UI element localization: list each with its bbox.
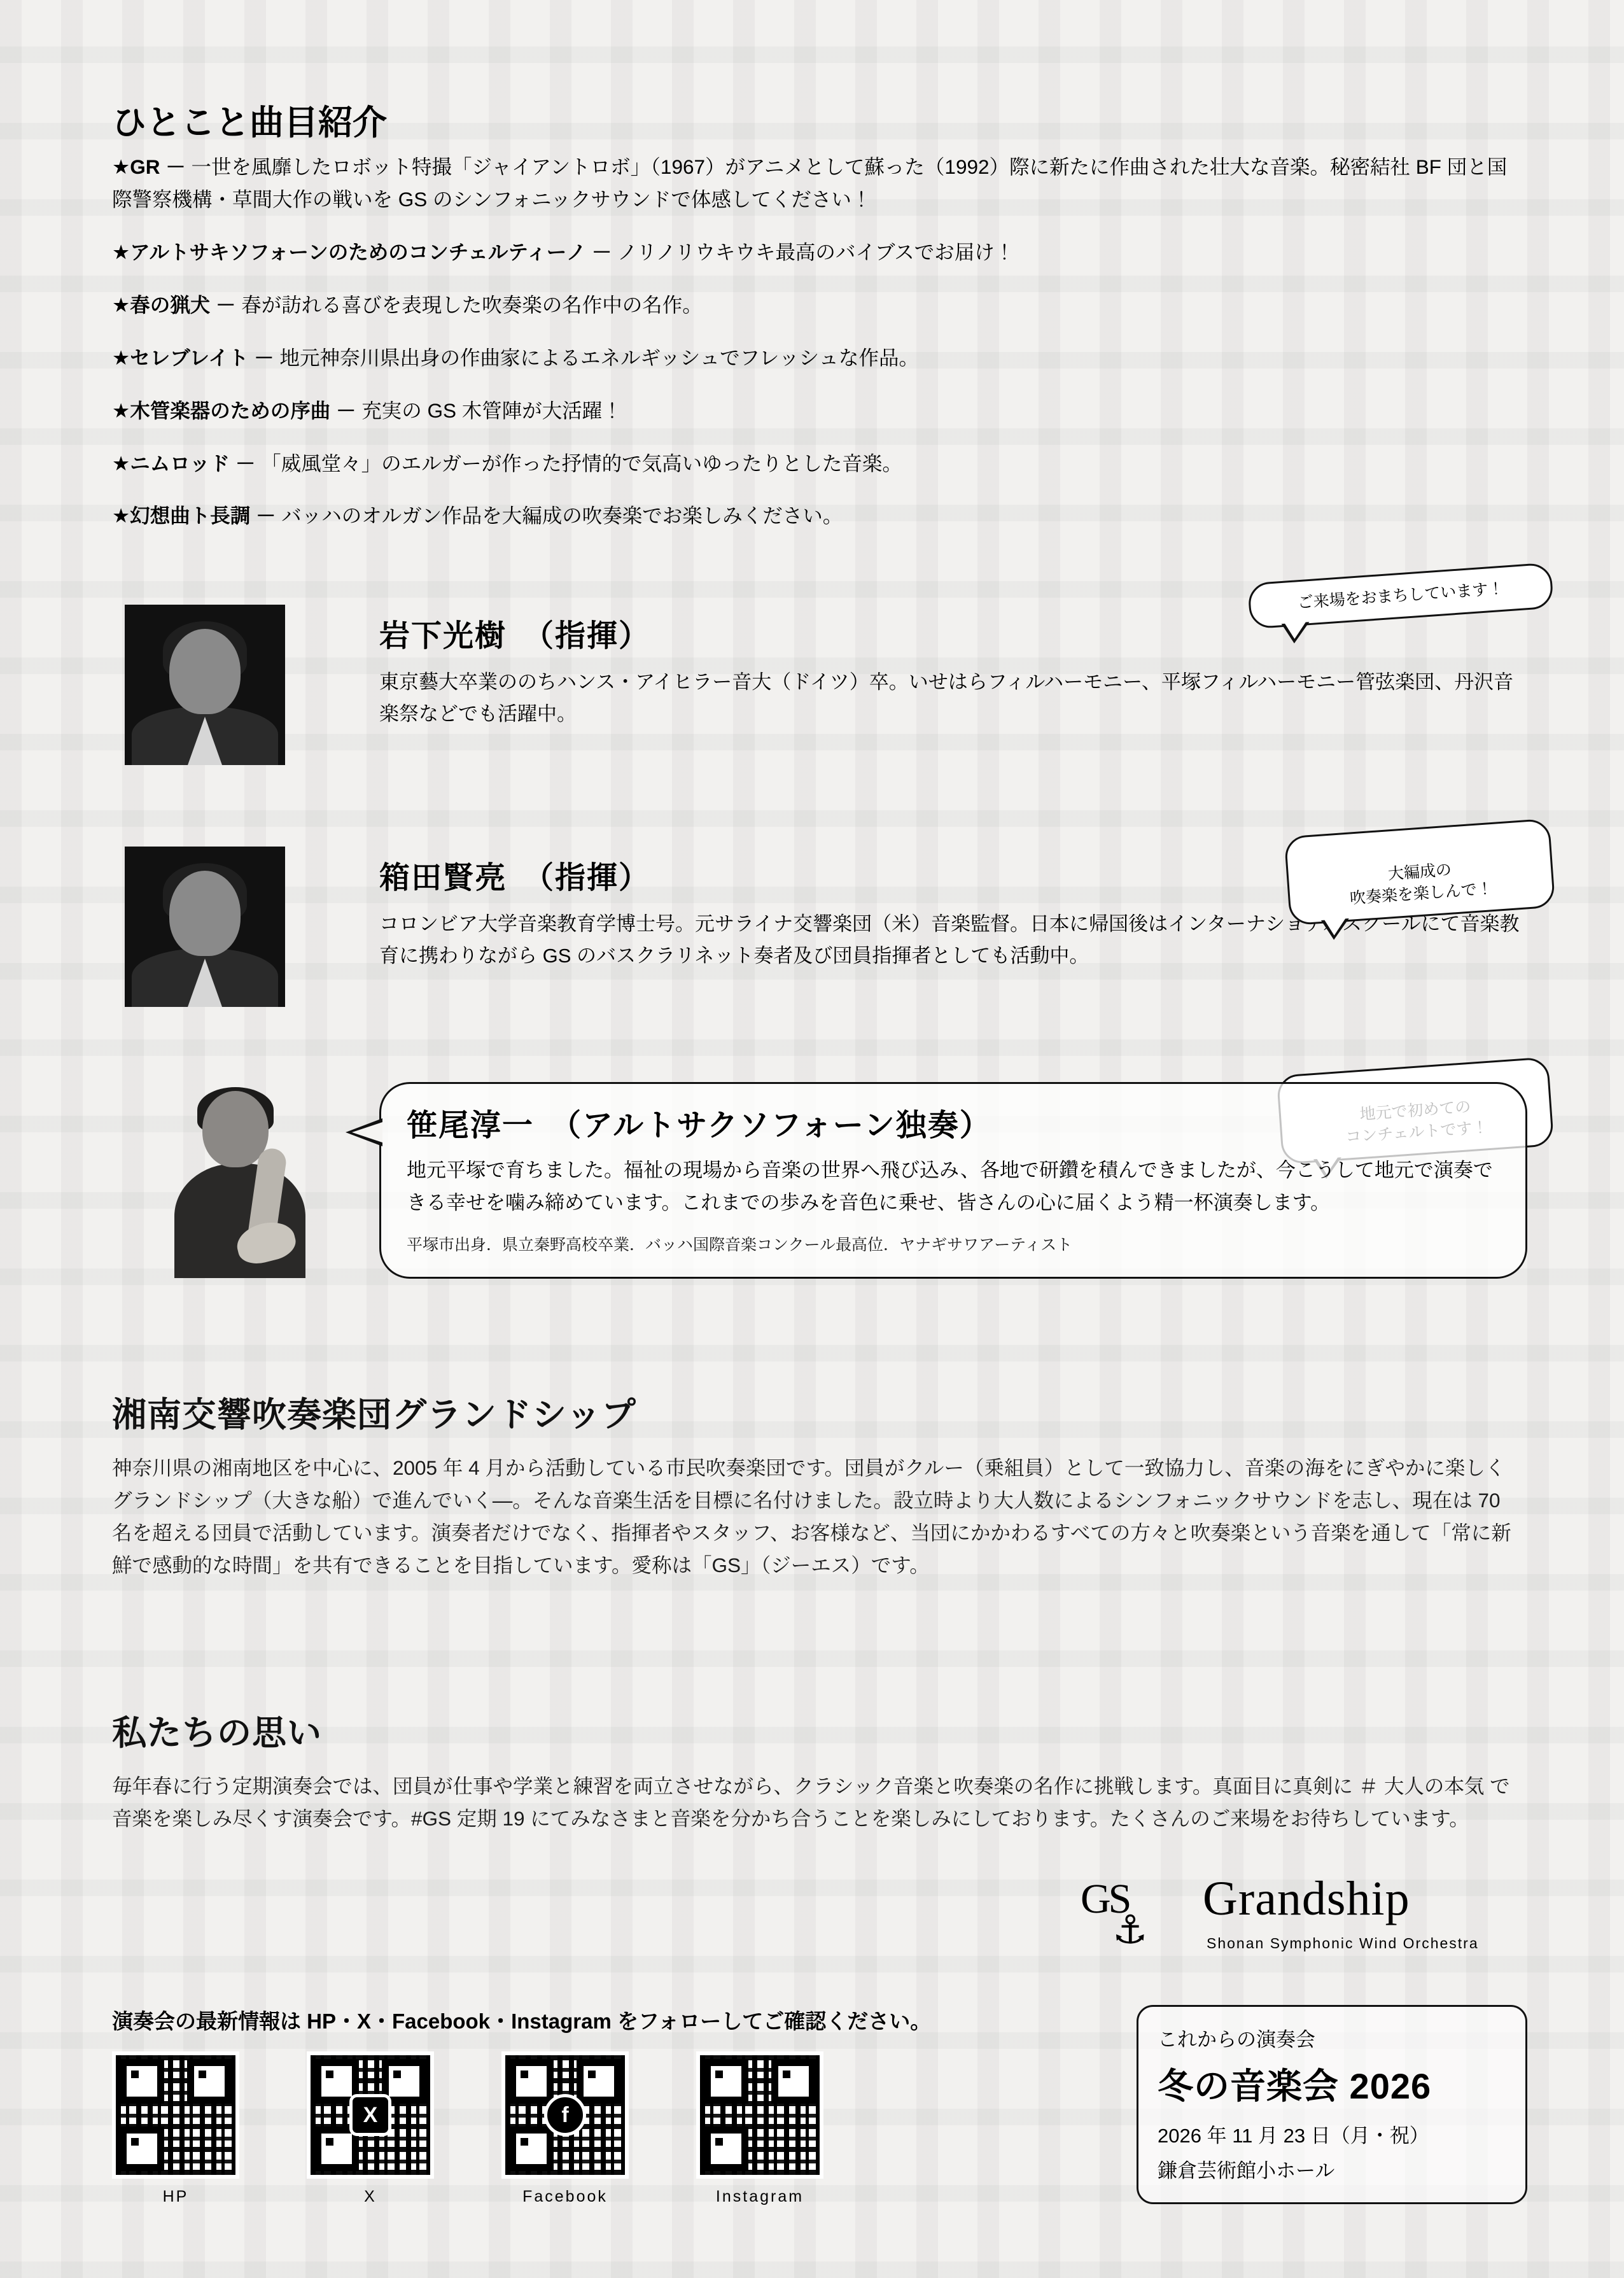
logo-monogram-text: GS xyxy=(1081,1876,1130,1922)
program-note-item xyxy=(112,447,1525,480)
program-note-item xyxy=(112,151,1525,216)
band-text: 神奈川県の湘南地区を中心に、2005 年 4 月から活動している市民吹奏楽団です。団員がクルー（乗組員）として一致協力し、音楽の海をにぎやかに楽しくグランドシップ（大きな船）で進んでいく—。そんな音楽生活を目標に名付けました。設立時より大人数によるシンフォニックサウンドを志し、現在は 70 名を超える団員で活動しています。演奏者だけでなく、指揮者やスタッフ、お客様など、当団にかかわるすべての方々と吹奏楽という音楽を通して「常に新鮮で感動的な時間」を共有できることを目指しています。愛称は「GS」（ジーエス）です。 xyxy=(112,1456,1511,1577)
program-note-lead: ★ニムロッド － xyxy=(112,451,256,475)
x-icon: X xyxy=(349,2094,391,2136)
next-concert-date: 2026 年 11 月 23 日（月・祝） xyxy=(1158,2125,1429,2147)
band-section xyxy=(112,1388,1525,1582)
qr-code-icon[interactable] xyxy=(501,2051,629,2179)
soloist-profile xyxy=(379,1082,1527,1279)
grandship-logo xyxy=(1075,1871,1527,1967)
program-note-lead: ★春の猟犬 － xyxy=(112,293,236,317)
program-note-lead: ★幻想曲ト長調 － xyxy=(112,504,276,528)
qr-code-row xyxy=(112,2051,1105,2206)
qr-code-icon[interactable] xyxy=(696,2051,823,2179)
next-concert-venue: 鎌倉芸術館小ホール xyxy=(1158,2160,1335,2182)
program-note-item xyxy=(112,395,1525,427)
next-concert-title: 冬の音楽会 2026 xyxy=(1158,2066,1432,2106)
next-concert-kicker: これからの演奏会 xyxy=(1158,2028,1315,2051)
qr-label: HP xyxy=(162,2188,189,2205)
logo-monogram-mark xyxy=(1075,1874,1196,1957)
sns-heading: 演奏会の最新情報は HP・X・Facebook・Instagram をフォローしてご確認ください。 xyxy=(112,2009,932,2033)
qr-label: Instagram xyxy=(715,2188,804,2205)
program-note-text: ノリノリウキウキ最高のバイブスでお届け！ xyxy=(617,241,1015,264)
qr-code-icon[interactable] xyxy=(112,2051,239,2179)
next-concert-box xyxy=(1137,2005,1527,2204)
program-note-lead: ★セレブレイト － xyxy=(112,346,274,369)
qr-label: Facebook xyxy=(522,2188,608,2205)
program-note-lead: ★木管楽器のための序曲 － xyxy=(112,398,356,422)
qr-item-hp[interactable] xyxy=(112,2051,239,2206)
program-note-lead: ★GR － xyxy=(112,155,186,178)
logo-subtitle: Shonan Symphonic Wind Orchestra xyxy=(1207,1935,1479,1951)
conductor-2-bio: コロンビア大学音楽教育学博士号。元サライナ交響楽団（米）音楽監督。日本に帰国後はインターナショナルスクールにて音楽教育に携わりながら GS のバスクラリネット奏者及び団員指揮者としても活動中。 xyxy=(379,913,1520,967)
conductor-2-name: 箱田賢亮 （指揮） xyxy=(379,861,651,895)
logo-wordmark: Grandship xyxy=(1203,1872,1410,1925)
qr-code-icon[interactable] xyxy=(307,2051,434,2179)
program-note-text: 「威風堂々」のエルガーが作った抒情的で気高いゆったりとした音楽。 xyxy=(261,451,902,475)
soloist-photo xyxy=(141,1087,339,1278)
facebook-icon: f xyxy=(544,2094,586,2136)
soloist-credits: 平塚市出身．県立秦野高校卒業．バッハ国際音楽コンクール最高位．ヤナギサワアーティスト xyxy=(407,1235,1073,1254)
qr-item-facebook[interactable] xyxy=(501,2051,629,2206)
anchor-icon: ⚓ xyxy=(1112,1908,1148,1952)
conductor-1-bio: 東京藝大卒業ののちハンス・アイヒラー音大（ドイツ）卒。いせはらフィルハーモニー、平塚フィルハーモニー管弦楽団、丹沢音楽祭などでも活躍中。 xyxy=(379,671,1514,726)
program-note-text: 地元神奈川県出身の作曲家によるエネルギッシュでフレッシュな作品。 xyxy=(279,346,919,369)
qr-item-x[interactable] xyxy=(307,2051,434,2206)
soloist-callout-pointer-inner xyxy=(352,1122,382,1143)
program-note-item xyxy=(112,289,1525,321)
qr-item-instagram[interactable] xyxy=(696,2051,823,2206)
sns-section xyxy=(112,2005,1105,2206)
program-note-item xyxy=(112,342,1525,374)
thoughts-text: 毎年春に行う定期演奏会では、団員が仕事や学業と練習を両立させながら、クラシック音楽と吹奏楽の名作に挑戦します。真面目に真剣に ＃ 大人の本気 で音楽を楽しみ尽くす演奏会です。#GS 定期 19 にてみなさまと音楽を分かち合うことを楽しみにしております。たくさんのご来場をお待ちしています。 xyxy=(112,1775,1510,1831)
soloist-name: 笹尾淳一 （アルトサクソフォーン独奏） xyxy=(407,1109,991,1143)
thoughts-section xyxy=(112,1706,1525,1835)
soloist-bio: 地元平塚で育ちました。福祉の現場から音楽の世界へ飛び込み、各地で研鑽を積んできましたが、今こうして地元で演奏できる幸せを噛み締めています。これまでの歩みを音色に乗せ、皆さんの心に届くよう精一杯演奏します。 xyxy=(407,1159,1493,1214)
speech-bubble-text: 大編成の 吹奏楽を楽しんで！ xyxy=(1349,861,1494,908)
speech-bubble-text: ご来場をおまちしています！ xyxy=(1296,579,1505,612)
program-notes-section xyxy=(112,95,1525,552)
speech-bubble-conductor-2 xyxy=(1284,819,1556,926)
band-heading: 湘南交響吹奏楽団グランドシップ xyxy=(112,1396,636,1434)
program-note-item xyxy=(112,236,1525,269)
conductor-1-name: 岩下光樹 （指揮） xyxy=(379,619,651,653)
program-note-text: 春が訪れる喜びを表現した吹奏楽の名作中の名作。 xyxy=(241,293,703,317)
conductor-2-photo xyxy=(125,847,285,1007)
conductor-1-photo xyxy=(125,605,285,765)
program-note-text: 一世を風靡したロボット特撮「ジャイアントロボ」（1967）がアニメとして蘇った（1992）際に新たに作曲された壮大な音楽。秘密結社 BF 団と国際警察機構・草間大作の戦いを GS のシンフォニックサウンドで体感してください！ xyxy=(112,155,1508,211)
qr-label: X xyxy=(364,2188,377,2205)
program-note-item xyxy=(112,500,1525,532)
program-note-text: バッハのオルガン作品を大編成の吹奏楽でお楽しみください。 xyxy=(281,504,843,528)
program-notes-heading: ひとこと曲目紹介 xyxy=(112,104,387,142)
thoughts-heading: 私たちの思い xyxy=(112,1714,322,1752)
program-note-text: 充実の GS 木管陣が大活躍！ xyxy=(361,398,622,422)
program-note-lead: ★アルトサキソフォーンのためのコンチェルティーノ － xyxy=(112,241,612,264)
